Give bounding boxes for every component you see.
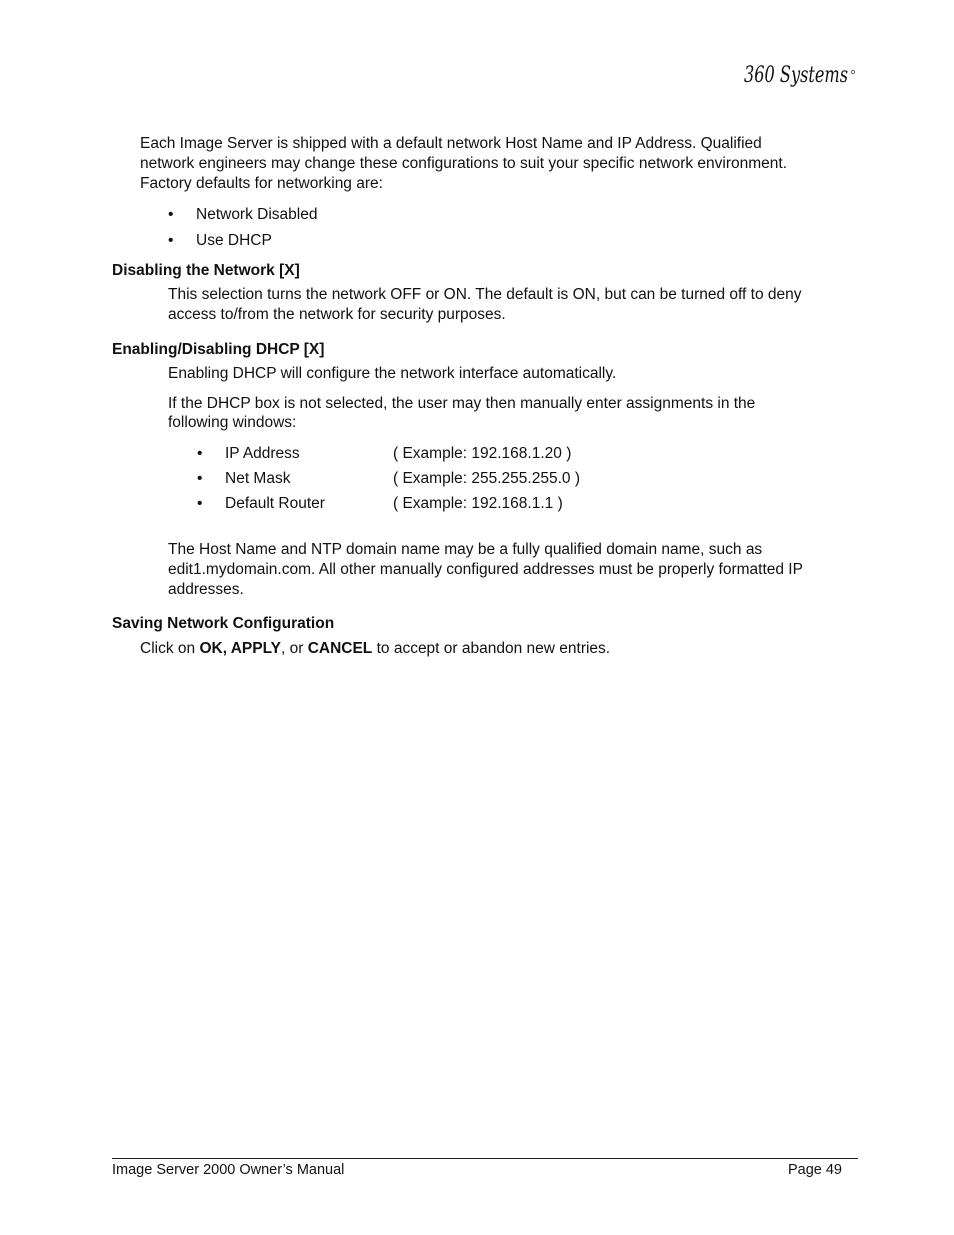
ok-apply-label: OK, APPLY <box>199 640 281 657</box>
heading-saving: Saving Network Configuration <box>112 615 335 632</box>
field-example: ( Example: 255.255.255.0 ) <box>393 470 580 487</box>
intro-line-3: Factory defaults for networking are: <box>140 175 383 192</box>
bullet-icon: • <box>197 445 203 462</box>
footer-divider <box>112 1158 858 1159</box>
heading-dhcp: Enabling/Disabling DHCP [X] <box>112 341 325 358</box>
list-item <box>197 469 617 489</box>
list-item <box>197 444 617 464</box>
bullet-icon: • <box>197 495 203 512</box>
saving-prefix: Click on <box>140 640 200 657</box>
field-label: Default Router <box>225 495 325 512</box>
field-example: ( Example: 192.168.1.20 ) <box>393 445 572 462</box>
intro-line-1: Each Image Server is shipped with a default network Host Name and IP Address. Qualified <box>140 135 762 152</box>
footer-page-number: Page 49 <box>787 1162 842 1178</box>
logo-wordmark: 360 Systems <box>744 63 848 88</box>
dhcp-para-3-line-3: addresses. <box>168 581 244 598</box>
network-line-1: This selection turns the network OFF or ON. The default is ON, but can be turned off to deny <box>168 286 802 303</box>
bullet-icon: • <box>168 206 174 223</box>
company-logo <box>742 56 860 92</box>
footer-manual-title: Image Server 2000 Owner’s Manual <box>112 1162 345 1178</box>
dhcp-para-2-line-1: If the DHCP box is not selected, the user may then manually enter assignments in the <box>168 395 756 412</box>
dhcp-para-3-line-2: edit1.mydomain.com. All other manually configured addresses must be properly formatted IP <box>168 561 803 578</box>
bullet-icon: • <box>168 232 174 249</box>
field-example: ( Example: 192.168.1.1 ) <box>393 495 563 512</box>
network-line-2: access to/from the network for security purposes. <box>168 306 506 323</box>
registered-mark-icon <box>851 70 854 73</box>
dhcp-para-3-line-1: The Host Name and NTP domain name may be a fully qualified domain name, such as <box>168 541 763 558</box>
heading-disabling-network: Disabling the Network [X] <box>112 262 300 279</box>
dhcp-para-2-line-2: following windows: <box>168 414 297 431</box>
bullet-label: Use DHCP <box>196 232 272 249</box>
list-item <box>197 494 617 514</box>
saving-suffix: to accept or abandon new entries. <box>372 640 611 657</box>
intro-line-2: network engineers may change these configurations to suit your specific network environment. <box>140 155 788 172</box>
bullet-icon: • <box>197 470 203 487</box>
field-label: Net Mask <box>225 470 291 487</box>
saving-instruction <box>140 639 610 659</box>
dhcp-para-1: Enabling DHCP will configure the network interface automatically. <box>168 365 617 382</box>
cancel-label: CANCEL <box>307 640 373 657</box>
bullet-label: Network Disabled <box>196 206 318 223</box>
field-label: IP Address <box>225 445 300 462</box>
saving-middle: , or <box>280 640 308 657</box>
